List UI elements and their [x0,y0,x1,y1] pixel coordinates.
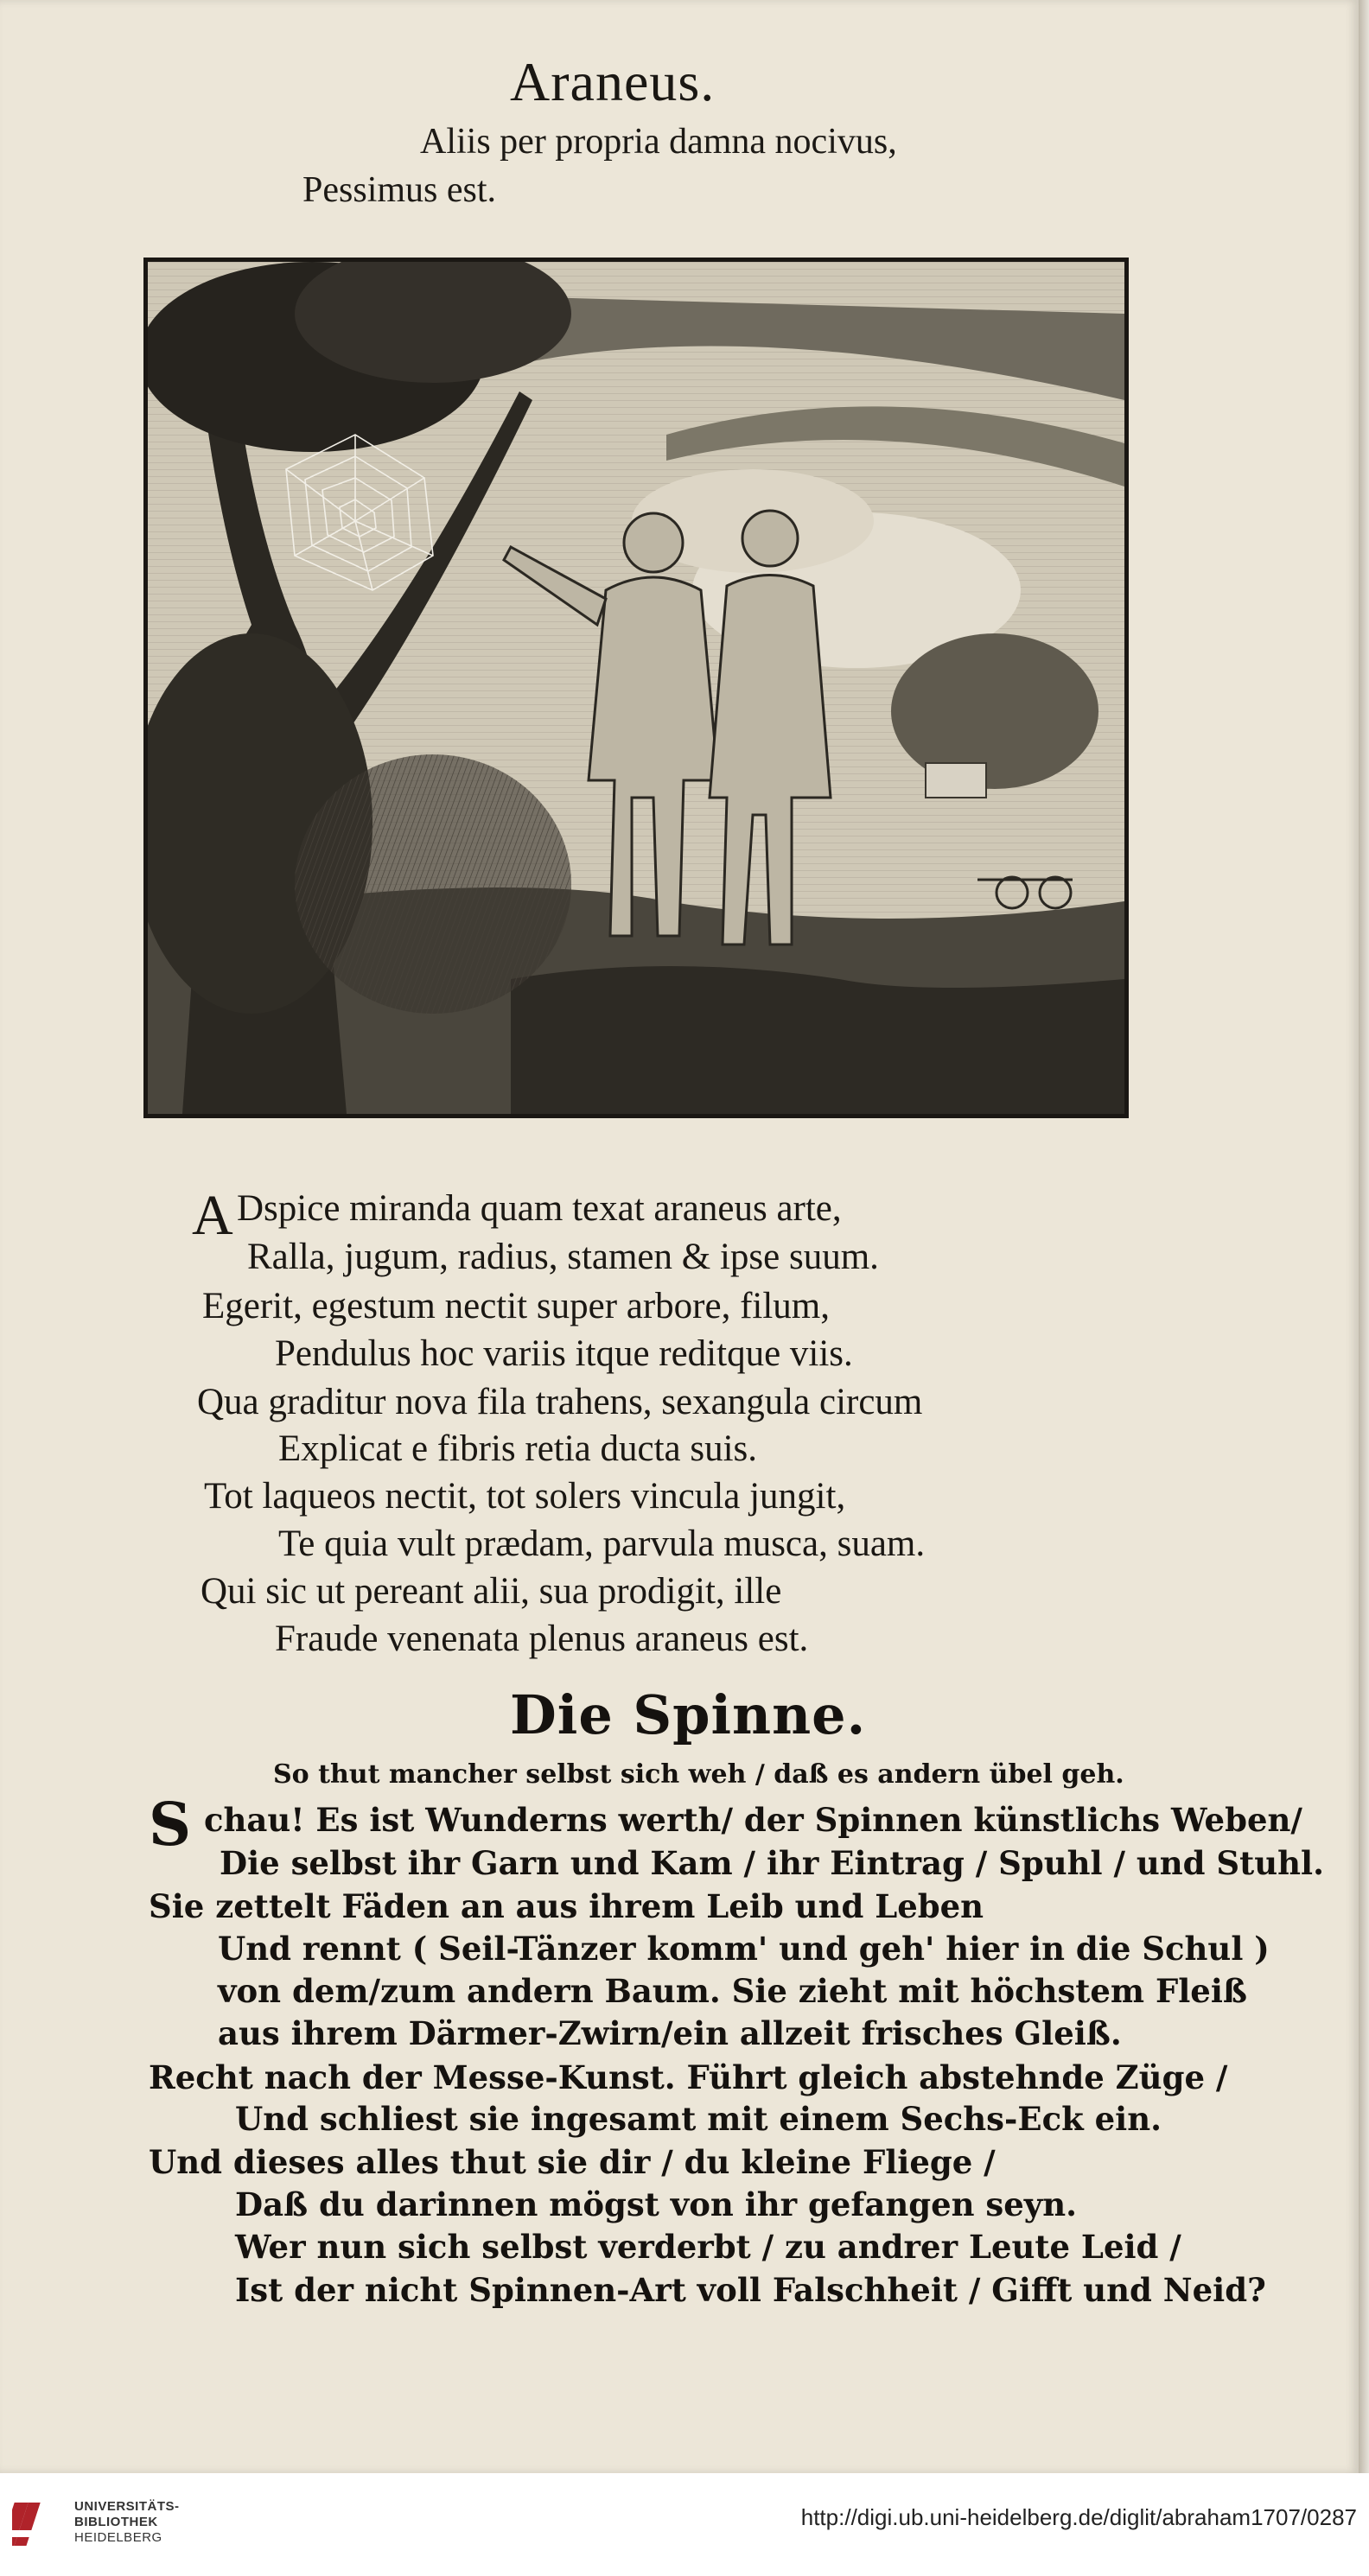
emblem-title: Araneus. [510,51,716,112]
german-line: Die selbst ihr Garn und Kam / ihr Eintrag / Spuhl / und Stuhl. [220,1844,1324,1882]
institution-line-2: BIBLIOTHEK [74,2515,158,2529]
german-line: von dem/zum andern Baum. Sie zieht mit höchstem Fleiß [218,1972,1247,2010]
german-line: Und schliest sie ingesamt mit einem Sechs-Eck ein. [235,2100,1162,2138]
german-line: Und dieses alles thut sie dir / du kleine Fliege / [149,2143,996,2181]
latin-line: Qui sic ut pereant alii, sua prodigit, ille [201,1571,782,1612]
german-line: chau! Es ist Wunderns werth/ der Spinnen künstlichs Weben/ [204,1801,1302,1839]
latin-line: Explicat e fibris retia ducta suis. [278,1428,758,1469]
german-line: Ist der nicht Spinnen-Art voll Falschheit / Gifft und Neid? [235,2271,1266,2309]
latin-line: Dspice miranda quam texat araneus arte, [237,1188,842,1229]
german-line: Daß du darinnen mögst von ihr gefangen seyn. [235,2185,1078,2223]
page-edge [1359,0,1369,2473]
latin-line: Egerit, egestum nectit super arbore, filum, [202,1286,830,1326]
german-motto: So thut mancher selbst sich weh / daß es andern übel geh. [273,1759,1124,1790]
motto-line-2: Pessimus est. [302,170,497,210]
latin-line: Ralla, jugum, radius, stamen & ipse suum. [247,1237,879,1277]
german-line: Und rennt ( Seil-Tänzer komm' und geh' hier in die Schul ) [218,1930,1270,1968]
engraving-image [148,262,1124,1114]
institution-line-1: UNIVERSITÄTS- [74,2499,180,2514]
latin-line: Qua graditur nova fila trahens, sexangula circum [197,1382,923,1422]
latin-line: Fraude venenata plenus araneus est. [275,1619,809,1659]
german-line: Wer nun sich selbst verderbt / zu andrer Leute Leid / [235,2228,1181,2266]
latin-line: Te quia vult prædam, parvula musca, suam. [278,1523,926,1564]
motto-line-1: Aliis per propria damna nocivus, [420,122,897,162]
german-title: Die Spinne. [510,1683,867,1746]
permalink-url[interactable]: http://digi.ub.uni-heidelberg.de/diglit/abraham1707/0287 [800,2504,1357,2530]
latin-drop-cap: A [192,1184,233,1247]
german-line: aus ihrem Därmer-Zwirn/ein allzeit frisches Gleiß. [218,2014,1122,2052]
german-line: Sie zettelt Fäden an aus ihrem Leib und Leben [149,1887,984,1925]
latin-line: Pendulus hoc variis itque reditque viis. [275,1333,853,1374]
german-line: Recht nach der Messe-Kunst. Führt gleich abstehnde Züge / [149,2058,1228,2096]
engraving-illustration [143,258,1129,1118]
institution-line-3: HEIDELBERG [74,2530,162,2545]
latin-line: Tot laqueos nectit, tot solers vincula jungit, [204,1476,846,1517]
heidelberg-logo-icon [12,2499,62,2549]
german-drop-cap: S [149,1790,192,1860]
